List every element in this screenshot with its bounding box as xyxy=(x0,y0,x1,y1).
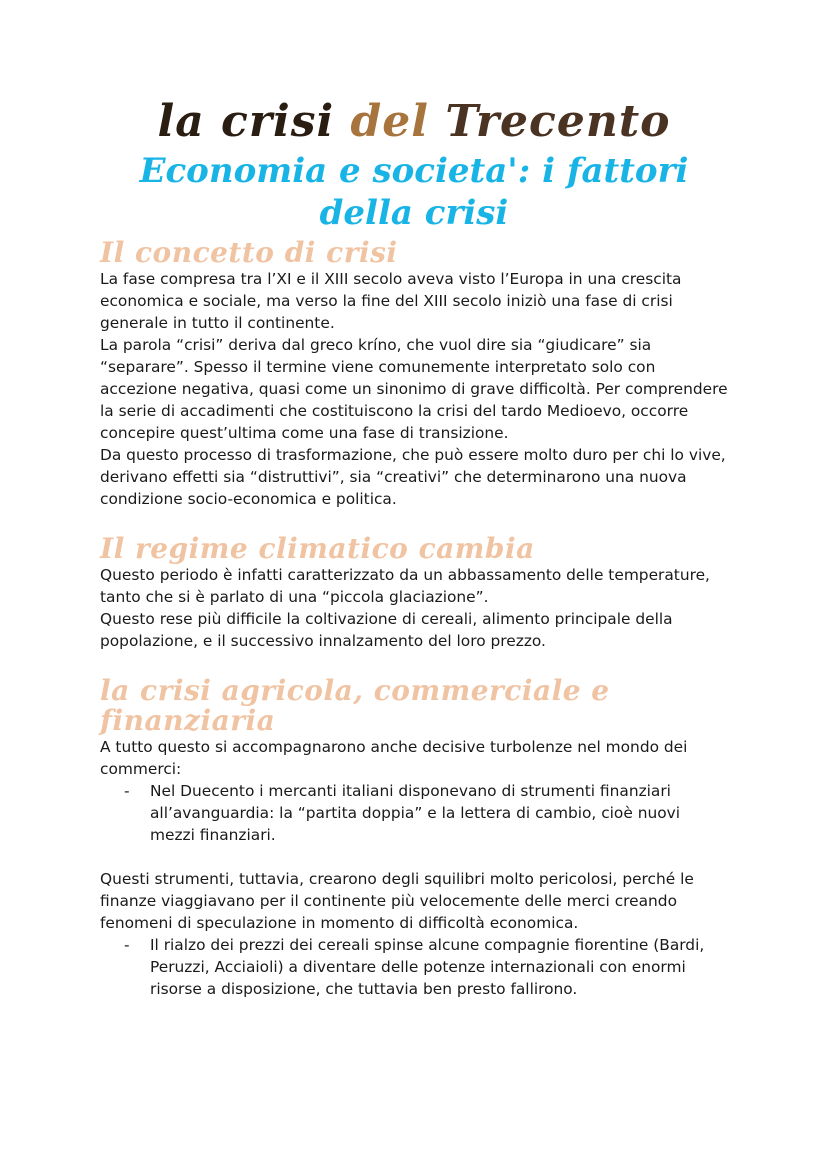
list-item-text: Il rialzo dei prezzi dei cereali spinse alcune compagnie fiorentine (Bardi, Peruzzi, Acciaioli) a diventare delle potenze internazionali con enormi risorse a disposizione, che tuttavia ben presto fallirono. xyxy=(150,936,705,998)
list-item xyxy=(100,934,728,1000)
list-item-text: Nel Duecento i mercanti italiani disponevano di strumenti finanziari all’avanguardia: la “partita doppia” e la lettera di cambio, cioè nuovi mezzi finanziari. xyxy=(150,782,681,844)
bullet-list xyxy=(100,780,728,846)
spacer xyxy=(100,846,728,868)
list-item xyxy=(100,780,728,846)
paragraph: La fase compresa tra l’XI e il XIII secolo aveva visto l’Europa in una crescita economica e sociale, ma verso la fine del XIII secolo iniziò una fase di crisi generale in tutto il continente. xyxy=(100,270,682,332)
paragraph: Questo rese più difficile la coltivazione di cereali, alimento principale della popolazione, e il successivo innalzamento del loro prezzo. xyxy=(100,610,673,650)
subtitle-line-2: della crisi xyxy=(319,193,509,233)
section-heading: Il regime climatico cambia xyxy=(100,532,535,565)
bullet-list xyxy=(100,934,728,1000)
section-crisi-agricola xyxy=(100,676,728,1000)
section-heading: Il concetto di crisi xyxy=(100,236,398,269)
document-title xyxy=(100,96,728,148)
paragraph: La parola “crisi” deriva dal greco kríno, che vuol dire sia “giudicare” sia “separare”. Spesso il termine viene comunemente interpretato solo con accezione negativa, quasi come un sinonimo di grave difficoltà. Per comprendere la serie di accadimenti che costituiscono la crisi del tardo Medioevo, occorre concepire quest’ultima come una fase di transizione. xyxy=(100,336,728,442)
title-part-1: la crisi xyxy=(157,96,351,147)
bullet-dash: - xyxy=(124,936,130,954)
section-concetto-di-crisi xyxy=(100,238,728,510)
document-subtitle xyxy=(100,150,728,234)
section-heading-line-1: la crisi agricola, commerciale e xyxy=(100,674,610,707)
paragraph: A tutto questo si accompagnarono anche decisive turbolenze nel mondo dei commerci: xyxy=(100,738,688,778)
title-part-2: del xyxy=(350,96,446,147)
section-heading-line-2: finanziaria xyxy=(100,704,276,737)
subtitle-line-1: Economia e societa': i fattori xyxy=(139,151,689,191)
title-part-3: Trecento xyxy=(445,96,671,147)
bullet-dash: - xyxy=(124,782,130,800)
paragraph: Questo periodo è infatti caratterizzato da un abbassamento delle temperature, tanto che si è parlato di una “piccola glaciazione”. xyxy=(100,566,710,606)
paragraph: Da questo processo di trasformazione, che può essere molto duro per chi lo vive, derivano effetti sia “distruttivi”, sia “creativi” che determinarono una nuova condizione socio-economica e politica. xyxy=(100,446,726,508)
section-regime-climatico xyxy=(100,534,728,652)
paragraph: Questi strumenti, tuttavia, crearono degli squilibri molto pericolosi, perché le finanze viaggiavano per il continente più velocemente delle merci creando fenomeni di speculazione in momento di difficoltà economica. xyxy=(100,870,694,932)
section-heading xyxy=(100,676,728,736)
